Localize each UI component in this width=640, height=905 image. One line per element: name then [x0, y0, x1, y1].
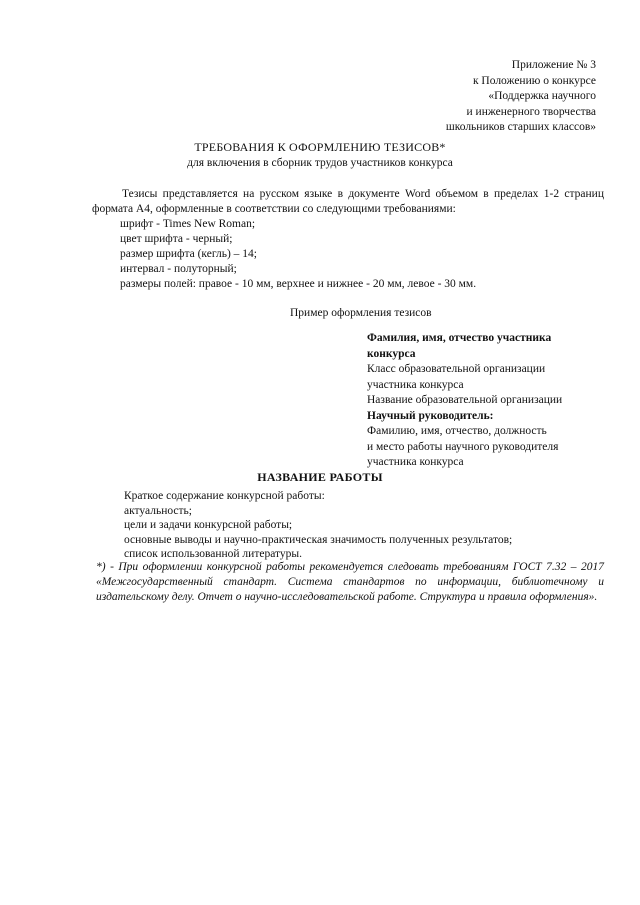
requirement-item: размеры полей: правое - 10 мм, верхнее и нижнее - 20 мм, левое - 30 мм.: [120, 278, 477, 290]
requirement-item: шрифт - Times New Roman;: [120, 218, 256, 230]
footnote: *) - При оформлении конкурсной работы рекомендуется следовать требованиям ГОСТ 7.32 – 2017 «Межгосударственный стандарт. Система стандартов по информации, библиотечному и издательскому делу. Отчет о научно-исследовательской работе. Структура и правила оформления».: [96, 561, 604, 603]
appendix-line: «Поддержка научного: [488, 90, 596, 102]
requirement-item: интервал - полуторный;: [120, 263, 237, 275]
requirement-item: цвет шрифта - черный;: [120, 233, 233, 245]
requirements-list: [92, 217, 604, 292]
author-line: участника конкурса: [367, 456, 464, 468]
author-line: участника конкурса: [367, 378, 464, 391]
content-line: список использованной литературы.: [124, 548, 302, 560]
title-block: [0, 139, 640, 171]
author-info-block: [367, 331, 607, 471]
document-subtitle: для включения в сборник трудов участников конкурса: [187, 157, 453, 169]
work-content-list: [124, 489, 512, 562]
author-line: Научный руководитель:: [367, 409, 494, 422]
author-line: и место работы научного руководителя: [367, 440, 559, 453]
author-line: Фамилия, имя, отчество участника: [367, 332, 552, 344]
author-line: Класс образовательной организации: [367, 363, 546, 375]
appendix-line: Приложение № 3: [511, 59, 596, 71]
requirement-item: размер шрифта (кегль) – 14;: [120, 248, 257, 260]
document-title: ТРЕБОВАНИЯ К ОФОРМЛЕНИЮ ТЕЗИСОВ*: [194, 140, 446, 154]
appendix-note: [446, 58, 596, 136]
content-line: актуальность;: [124, 504, 192, 517]
author-line: Фамилию, имя, отчество, должность: [367, 425, 547, 437]
author-line: конкурса: [367, 347, 416, 360]
requirements-section: [92, 187, 604, 292]
content-line: Краткое содержание конкурсной работы:: [124, 490, 325, 502]
content-line: цели и задачи конкурсной работы;: [124, 519, 293, 531]
appendix-line: к Положению о конкурсе: [472, 74, 596, 87]
appendix-line: школьников старших классов»: [445, 121, 596, 133]
author-line: Название образовательной организации: [367, 394, 563, 406]
example-title: Пример оформления тезисов: [290, 307, 432, 319]
work-title: НАЗВАНИЕ РАБОТЫ: [257, 470, 383, 484]
intro-paragraph: Тезисы представляется на русском языке в документе Word объемом в пределах 1-2 страниц формата А4, оформленные в соответствии со следующими требованиями:: [92, 188, 604, 215]
content-line: основные выводы и научно-практическая значимость полученных результатов;: [124, 533, 513, 546]
appendix-line: и инженерного творчества: [466, 105, 596, 118]
